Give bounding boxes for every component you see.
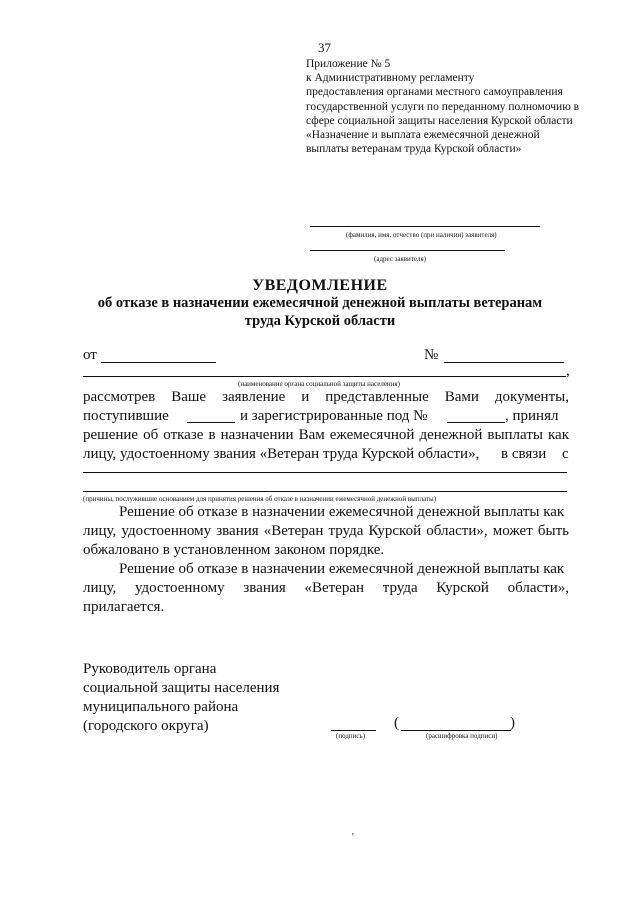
signature-line: (городского округа) bbox=[83, 718, 209, 734]
word: документы, bbox=[494, 389, 569, 405]
received-date-field[interactable] bbox=[187, 422, 235, 423]
body-line-2-b: и зарегистрированные под № bbox=[240, 408, 428, 424]
word: заявление bbox=[222, 389, 286, 405]
word: труда bbox=[382, 580, 418, 596]
body-line-1 bbox=[83, 389, 569, 406]
paragraph-2-line-3: прилагается. bbox=[83, 599, 165, 615]
word: представленные bbox=[325, 389, 429, 405]
appendix-line: выплаты ветеранам труда Курской области» bbox=[306, 143, 522, 156]
paragraph-2-line-1: Решение об отказе в назначении ежемесячной денежной выплаты как bbox=[119, 561, 565, 577]
decode-paren-close: ) bbox=[510, 715, 515, 731]
organ-name-field[interactable] bbox=[83, 376, 566, 377]
number-label: № bbox=[424, 347, 439, 363]
paragraph-1-line-2: лицу, удостоенному звания «Ветеран труда Курской области», может быть bbox=[83, 523, 569, 539]
organ-caption: (наименование органа социальной защиты населения) bbox=[238, 380, 400, 388]
number-field[interactable] bbox=[444, 362, 564, 363]
word: области», bbox=[507, 580, 569, 596]
organ-trailing-comma: , bbox=[566, 363, 570, 379]
body-line-4-c: с bbox=[562, 446, 569, 462]
applicant-address-caption: (адрес заявителя) bbox=[374, 255, 426, 263]
word: рассмотрев bbox=[83, 389, 156, 405]
signature-block bbox=[83, 660, 279, 736]
document-subtitle-line-2: труда Курской области bbox=[244, 313, 396, 329]
appendix-line: «Назначение и выплата ежемесячной денежной bbox=[306, 129, 540, 142]
reason-caption: (причины, послужившие основанием для принятия решения об отказе в назначении ежемесячной денежной выплаты) bbox=[83, 495, 437, 503]
body-line-3: решение об отказе в назначении Вам ежемесячной денежной выплаты как bbox=[83, 427, 569, 443]
word: удостоенному bbox=[134, 580, 225, 596]
appendix-line: Приложение № 5 bbox=[306, 58, 391, 70]
body-line-2-c: , принял bbox=[505, 408, 559, 424]
appendix-block bbox=[306, 57, 606, 156]
word: «Ветеран bbox=[304, 580, 365, 596]
signature-field[interactable] bbox=[331, 730, 376, 731]
signature-line: Руководитель органа bbox=[83, 661, 217, 677]
appendix-line: сфере социальной защиты населения Курской области bbox=[306, 114, 573, 127]
decode-field[interactable] bbox=[401, 730, 511, 731]
body-line-4-a: лицу, удостоенному звания «Ветеран труда Курской области», bbox=[83, 446, 480, 462]
from-date-field[interactable] bbox=[101, 362, 216, 363]
reason-field-1[interactable] bbox=[83, 472, 567, 473]
paragraph-1-line-3: обжаловано в установленном законом порядке. bbox=[83, 542, 385, 558]
signature-line: муниципального района bbox=[83, 699, 239, 715]
word: Вами bbox=[444, 389, 479, 405]
registration-number-field[interactable] bbox=[447, 422, 505, 423]
applicant-address-line bbox=[310, 250, 505, 251]
document-subtitle-line-1: об отказе в назначении ежемесячной денежной выплаты ветеранам bbox=[97, 295, 543, 311]
applicant-name-caption: (фамилия, имя, отчество (при наличии) заявителя) bbox=[346, 231, 497, 239]
decode-paren-open: ( bbox=[394, 715, 399, 731]
page-number: 37 bbox=[318, 40, 331, 55]
word: лицу, bbox=[83, 580, 117, 596]
document-title: УВЕДОМЛЕНИЕ bbox=[252, 277, 388, 294]
reason-field-2[interactable] bbox=[83, 491, 567, 492]
signature-line: социальной защиты населения bbox=[83, 680, 280, 696]
word: Ваше bbox=[171, 389, 207, 405]
body-line-2-a: поступившие bbox=[83, 408, 169, 424]
appendix-line: предоставления органами местного самоуправления bbox=[306, 86, 563, 99]
paragraph-1-line-1: Решение об отказе в назначении ежемесячной денежной выплаты как bbox=[119, 504, 565, 520]
body-line-4-b: в связи bbox=[501, 446, 547, 462]
word: и bbox=[301, 389, 310, 405]
footer-mark: ' bbox=[352, 832, 354, 843]
signature-caption: (подпись) bbox=[336, 732, 366, 740]
applicant-name-line bbox=[310, 226, 540, 227]
appendix-line: государственной услуги по переданному полномочию в bbox=[306, 100, 580, 113]
word: Курской bbox=[436, 580, 489, 596]
appendix-line: к Административному регламенту bbox=[306, 72, 475, 85]
word: звания bbox=[243, 580, 286, 596]
from-label: от bbox=[83, 347, 97, 363]
decode-caption: (расшифровка подписи) bbox=[426, 732, 498, 740]
paragraph-2-line-2 bbox=[83, 580, 569, 597]
